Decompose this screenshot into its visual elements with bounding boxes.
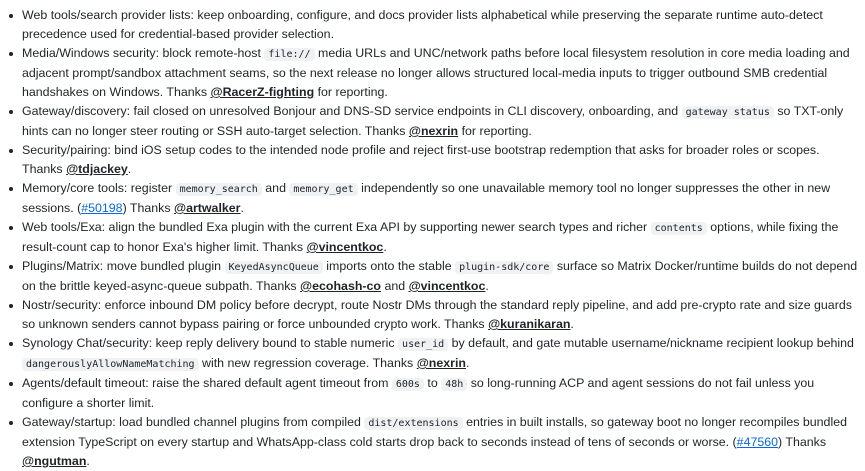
note-text: . <box>86 454 90 468</box>
note-text: Gateway/discovery: fail closed on unresolved Bonjour and DNS-SD service endpoints in CLI discovery, onboarding, and <box>22 104 682 118</box>
issue-link[interactable]: #47560 <box>736 435 779 449</box>
note-text: and <box>261 181 290 195</box>
note-text: Memory/core tools: register <box>22 181 176 195</box>
note-item <box>22 374 859 413</box>
note-item <box>22 141 859 179</box>
note-text: Agents/default timeout: raise the shared default agent timeout from <box>22 376 392 390</box>
note-text: Plugins/Matrix: move bundled plugin <box>22 259 225 273</box>
note-text: Nostr/security: enforce inbound DM policy before decrypt, route Nostr DMs through the standard reply pipeline, and add pre-crypto rate and size guards so unknown senders cannot bypass pairing or force unbounded crypto work. Thanks <box>22 298 852 331</box>
note-text: imports onto the stable <box>322 259 456 273</box>
user-mention-link[interactable]: @vincentkoc <box>306 240 384 254</box>
user-mention-link[interactable]: @nexrin <box>408 124 459 138</box>
note-text: options, while fixing the result-count cap to honor Exa's higher limit. Thanks <box>22 220 839 254</box>
inline-code: plugin-sdk/core <box>455 261 553 274</box>
note-text: so TXT-only hints can no longer steer routing or SSH auto-target selection. Thanks <box>22 104 844 138</box>
user-mention-link[interactable]: @vincentkoc <box>408 279 486 293</box>
note-text: for reporting. <box>314 85 388 99</box>
inline-code: gateway status <box>682 106 774 119</box>
inline-code: KeyedAsyncQueue <box>225 261 323 274</box>
note-item <box>22 102 859 141</box>
inline-code: user_id <box>398 338 448 351</box>
note-text: . <box>240 201 244 215</box>
note-text: . <box>465 356 470 370</box>
note-text: Synology Chat/security: keep reply delivery bound to stable numeric <box>22 336 399 350</box>
user-mention-link[interactable]: @ngutman <box>22 454 87 468</box>
note-text: Media/Windows security: block remote-host <box>22 46 265 60</box>
note-item <box>22 257 859 296</box>
note-text: Gateway/startup: load bundled channel plugins from compiled <box>22 415 365 429</box>
note-text: Security/pairing: bind iOS setup codes to the intended node profile and reject first-use bootstrap redemption that asks for broader roles or scopes. Thanks <box>22 143 820 176</box>
inline-code: file:// <box>264 48 314 61</box>
user-mention-link[interactable]: @kuranikaran <box>488 317 571 331</box>
note-item <box>22 6 859 44</box>
note-text: . <box>383 240 387 254</box>
note-text: . <box>570 317 574 331</box>
note-text: . <box>127 162 132 176</box>
note-text: entries in built installs, so gateway boot no longer recompiles bundled extension TypeScript on every startup and WhatsApp-class cold starts drop back to seconds instead of tens of seconds or worse. ( <box>22 415 847 449</box>
note-text: Web tools/Exa: align the bundled Exa plugin with the current Exa API by supporting newer search types and richer <box>22 220 651 234</box>
note-item <box>22 179 859 218</box>
note-text: media URLs and UNC/network paths before local filesystem resolution in core media loading and adjacent prompt/sandbox attachment seams, so the next release no longer allows structured local-media inputs to trigger outbound SMB credential handshakes on Windows. Thanks <box>22 46 850 99</box>
note-text: so long-running ACP and agent sessions do not fail unless you configure a shorter limit. <box>22 376 815 410</box>
inline-code: dangerouslyAllowNameMatching <box>22 358 199 371</box>
inline-code: 600s <box>392 378 424 391</box>
user-mention-link[interactable]: @RacerZ-fighting <box>210 85 315 99</box>
user-mention-link[interactable]: @artwalker <box>174 201 241 215</box>
note-text: Web tools/search provider lists: keep onboarding, configure, and docs provider lists alphabetical while preserving the separate runtime auto-detect precedence used for credential-based provider selection. <box>22 8 823 41</box>
note-text: by default, and gate mutable username/nickname recipient lookup behind <box>448 336 854 350</box>
note-text: to <box>423 376 442 390</box>
note-text: and <box>381 279 409 293</box>
note-item <box>22 218 859 257</box>
note-text: with new regression coverage. Thanks <box>198 356 417 370</box>
user-mention-link[interactable]: @nexrin <box>416 356 466 370</box>
inline-code: memory_search <box>176 183 262 196</box>
note-item <box>22 334 859 374</box>
inline-code: dist/extensions <box>364 417 462 430</box>
note-item <box>22 296 859 334</box>
note-text: . <box>485 279 489 293</box>
note-item <box>22 44 859 102</box>
inline-code: contents <box>651 222 707 235</box>
inline-code: memory_get <box>289 183 357 196</box>
note-text: ) Thanks <box>778 435 827 449</box>
inline-code: 48h <box>441 378 467 391</box>
note-item <box>22 413 859 471</box>
issue-link[interactable]: #50198 <box>81 201 123 215</box>
note-text: ) Thanks <box>122 201 174 215</box>
user-mention-link[interactable]: @ecohash-co <box>300 279 381 293</box>
note-text: surface so Matrix Docker/runtime builds do not depend on the brittle keyed-async-queue subpath. Thanks <box>22 259 858 293</box>
note-text: for reporting. <box>458 124 532 138</box>
note-text: independently so one unavailable memory tool no longer suppresses the other in new sessions. ( <box>22 181 831 215</box>
user-mention-link[interactable]: @tdjackey <box>66 162 128 176</box>
